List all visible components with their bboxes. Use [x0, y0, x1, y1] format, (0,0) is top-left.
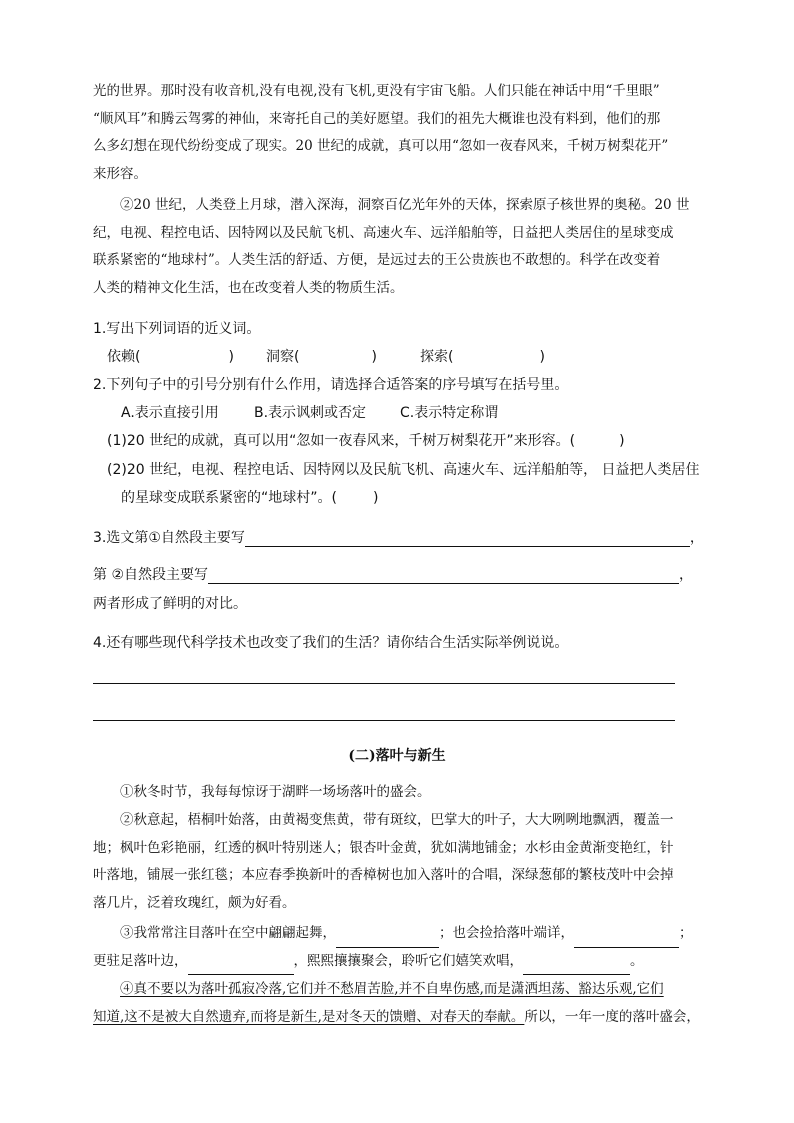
- answer-blank[interactable]: [574, 931, 679, 948]
- text-line: 更驻足落叶边， ，熙熙攘攘聚会，聆听它们嬉笑欢唱， 。: [93, 948, 705, 976]
- question-1-word-3: 探索( ): [420, 349, 545, 365]
- text-line: 人类的精神文化生活，也在改变着人类的物质生活。: [93, 279, 404, 296]
- text-line: 么多幻想在现代纷纷变成了现实。20 世纪的成就，真可以用“忽如一夜春风来，千树万树梨花开”: [93, 138, 669, 154]
- question-3-line-2: 第 ②自然段主要写 ，: [93, 567, 694, 583]
- question-1-prompt: 1.写出下列词语的近义词。: [93, 321, 261, 337]
- text-line: ③我常常注目落叶在空中翩翩起舞， ；也会捡拾落叶端详， ；: [93, 920, 705, 948]
- question-4-prompt: 4.还有哪些现代科学技术也改变了我们的生活？请你结合生活实际举例说说。: [93, 635, 569, 651]
- answer-blank[interactable]: [336, 931, 439, 948]
- answer-blank[interactable]: [245, 530, 690, 547]
- text-line: [93, 976, 705, 1004]
- text-line: 光的世界。那时没有收音机,没有电视,没有飞机,更没有宇宙飞船。人们只能在神话中用“千里眼”: [93, 83, 660, 99]
- answer-line[interactable]: [93, 720, 675, 721]
- word-label: 探索(: [420, 349, 454, 365]
- passage-2-title: (二)落叶与新生: [348, 748, 446, 764]
- underlined-sentence: ④真不要以为落叶孤寂冷落,它们并不愁眉苦脸,并不自卑伤感,而是潇洒坦荡、豁达乐观,它们: [120, 981, 664, 997]
- answer-blank[interactable]: [188, 958, 294, 975]
- question-2-sentence-2a: (2)20 世纪，电视、程控电话、因特网以及民航飞机、高速火车、远洋船舶等， 日益把人类居住: [107, 462, 700, 478]
- text-line: “顺风耳”和腾云驾雾的神仙，来寄托自己的美好愿望。我们的祖先大概谁也没有料到，他们的那: [93, 110, 661, 127]
- word-label: 依赖(: [107, 349, 141, 365]
- question-1-word-1: 依赖( ): [107, 349, 234, 365]
- question-3-line-1: 3.选文第①自然段主要写 ，: [93, 530, 704, 546]
- question-2-sentence-1: (1)20 世纪的成就，真可以用“忽如一夜春风来，千树万树梨花开”来形容。( ): [107, 433, 625, 449]
- word-label: 洞察(: [266, 349, 300, 365]
- option-b: B.表示讽刺或否定: [254, 405, 367, 421]
- text-line: 叶落地，铺展一张红毯；本应春季换新叶的香樟树也加入落叶的合唱，深绿葱郁的繁枝茂叶中会掉: [93, 867, 674, 883]
- passage1-paragraph2: [93, 192, 705, 302]
- text-line: ②秋意起，梧桐叶始落，由黄褐变焦黄，带有斑纹，巴掌大的叶子，大大咧咧地飘洒，覆盖一: [120, 812, 674, 828]
- text-line: 纪，电视、程控电话、因特网以及民航飞机、高速火车、远洋船舶等，日益把人类居住的星球变成: [93, 224, 674, 241]
- option-c: C.表示特定称谓: [400, 405, 499, 421]
- question-2-prompt: 2.下列句子中的引号分别有什么作用，请选择合适答案的序号填写在括号里。: [93, 377, 569, 393]
- text-line: 地；枫叶色彩艳丽，红透的枫叶特别迷人；银杏叶金黄，犹如满地铺金；水杉由金黄渐变艳红，针: [93, 839, 674, 856]
- passage2-paragraph2: [93, 807, 705, 917]
- passage2-paragraph1: [93, 779, 705, 807]
- text-line: 来形容。: [93, 165, 147, 182]
- question-1-word-2: 洞察( ): [266, 349, 377, 365]
- underlined-sentence: 知道,这不是被大自然遗弃,而将是新生,是对冬天的馈赠、对春天的奉献。: [93, 1008, 525, 1025]
- passage1-paragraph1: [93, 78, 705, 188]
- option-a: A.表示直接引用: [121, 405, 219, 421]
- question-2-sentence-2b: 的星球变成联系紧密的“地球村”。( ): [121, 490, 379, 506]
- answer-line[interactable]: [93, 683, 675, 684]
- answer-blank[interactable]: [208, 567, 679, 584]
- answer-blank[interactable]: [523, 958, 630, 975]
- question-3-line-3: 两者形成了鲜明的对比。: [93, 596, 247, 612]
- text-line: 联系紧密的“地球村”。人类生活的舒适、方便，是远过去的王公贵族也不敢想的。科学在改变着: [93, 252, 661, 268]
- passage2-paragraph3: [93, 920, 705, 975]
- text-line: 知道,这不是被大自然遗弃,而将是新生,是对冬天的馈赠、对春天的奉献。所以，一年一度的落叶盛会，: [93, 1008, 700, 1025]
- text-line: 落几片，泛着玫瑰红，颇为好看。: [93, 894, 296, 911]
- text-line: ②20 世纪，人类登上月球，潜入深海，洞察百亿光年外的天体，探索原子核世界的奥秘。20 世: [120, 197, 690, 213]
- passage2-paragraph4: [93, 976, 705, 1031]
- text-line: ①秋冬时节，我每每惊讶于湖畔一场场落叶的盛会。: [120, 784, 431, 800]
